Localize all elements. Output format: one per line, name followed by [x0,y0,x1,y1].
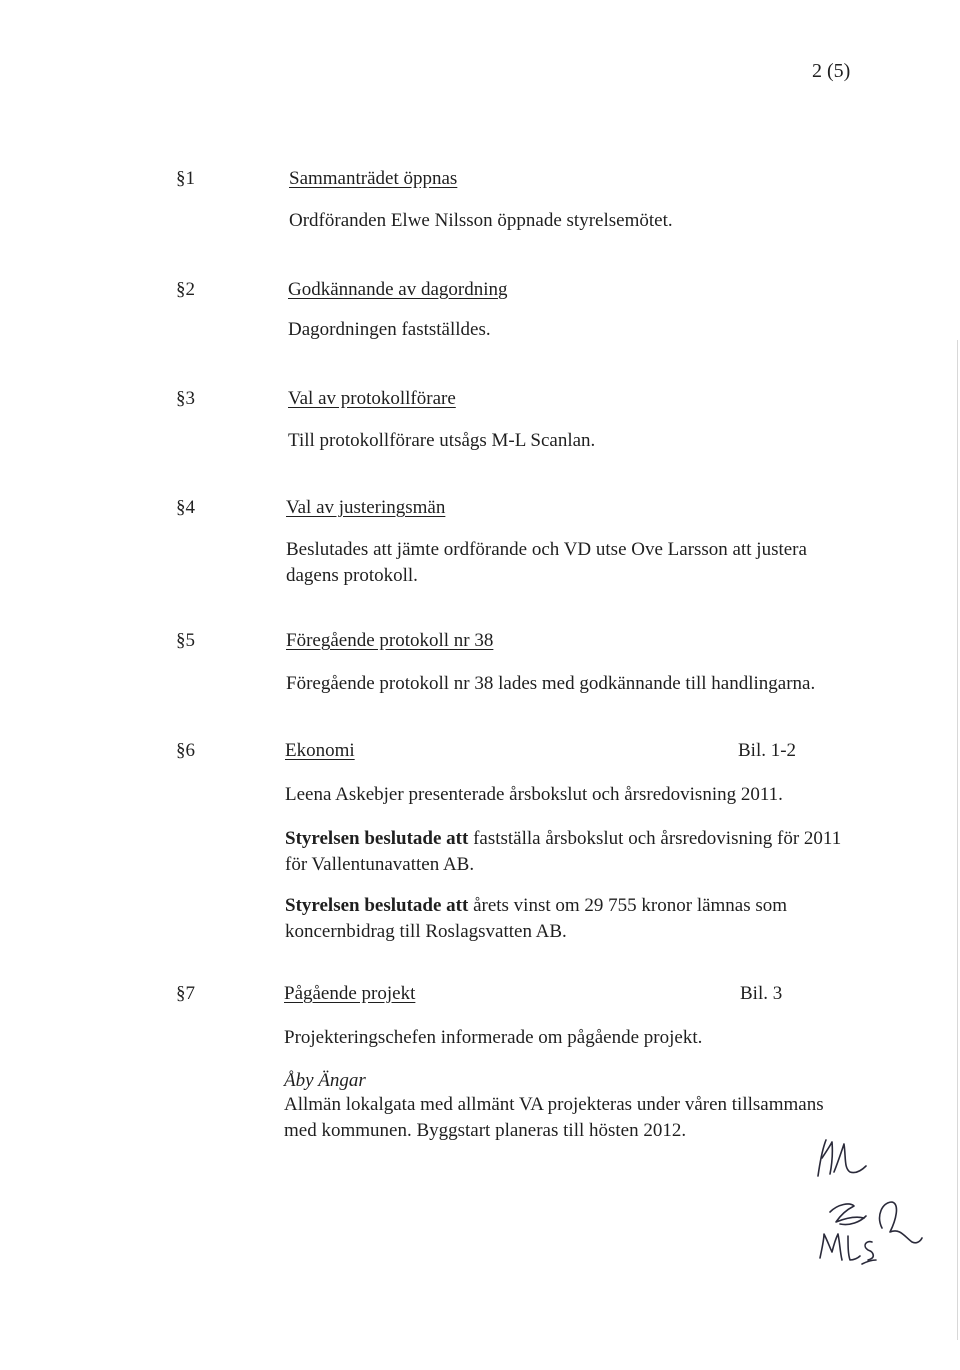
section-heading: Sammanträdet öppnas [289,168,458,189]
section-paragraph: Till protokollförare utsågs M-L Scanlan. [288,430,596,451]
decision-lead: Styrelsen beslutade att [285,828,469,849]
section-number: §1 [176,168,195,189]
decision-paragraph [285,893,825,945]
decision-text: årets vinst om 29 755 kronor lämnas som koncernbidrag till Roslagsvatten AB. [285,895,788,942]
section-number: §7 [176,983,195,1004]
attachment-reference: Bil. 3 [740,983,783,1004]
scan-edge-line [957,340,958,1340]
decision-text: fastställa årsbokslut och årsredovisning för 2011 för Vallentunavatten AB. [285,828,842,875]
project-description: Allmän lokalgata med allmänt VA projekteras under våren tillsammans med kommunen. Byggstart planeras till hösten 2012. [284,1094,824,1141]
section-paragraph: Projekteringschefen informerade om pågående projekt. [284,1027,703,1048]
decision-lead: Styrelsen beslutade att [285,895,469,916]
section-paragraph: Beslutades att jämte ordförande och VD utse Ove Larsson att justera dagens protokoll. [286,539,807,586]
section-number: §2 [176,279,195,300]
handwritten-initials-image [800,1132,940,1282]
page-number: 2 (5) [812,60,851,82]
section-number: §4 [176,497,195,518]
section-heading: Ekonomi [285,740,355,761]
decision-paragraph [285,826,865,878]
section-paragraph: Ordföranden Elwe Nilsson öppnade styrelsemötet. [289,210,673,231]
section-heading: Godkännande av dagordning [288,279,508,300]
section-paragraph: Dagordningen fastställdes. [288,319,491,340]
section-heading: Val av justeringsmän [286,497,446,518]
signature-initials [800,1132,940,1282]
section-heading: Föregående protokoll nr 38 [286,630,494,651]
project-name: Åby Ängar [284,1070,366,1091]
section-heading: Pågående projekt [284,983,416,1004]
section-paragraph: Föregående protokoll nr 38 lades med godkännande till handlingarna. [286,673,816,694]
section-number: §6 [176,740,195,761]
section-heading: Val av protokollförare [288,388,456,409]
section-number: §3 [176,388,195,409]
section-paragraph: Leena Askebjer presenterade årsbokslut och årsredovisning 2011. [285,784,783,805]
section-number: §5 [176,630,195,651]
attachment-reference: Bil. 1-2 [738,740,797,761]
